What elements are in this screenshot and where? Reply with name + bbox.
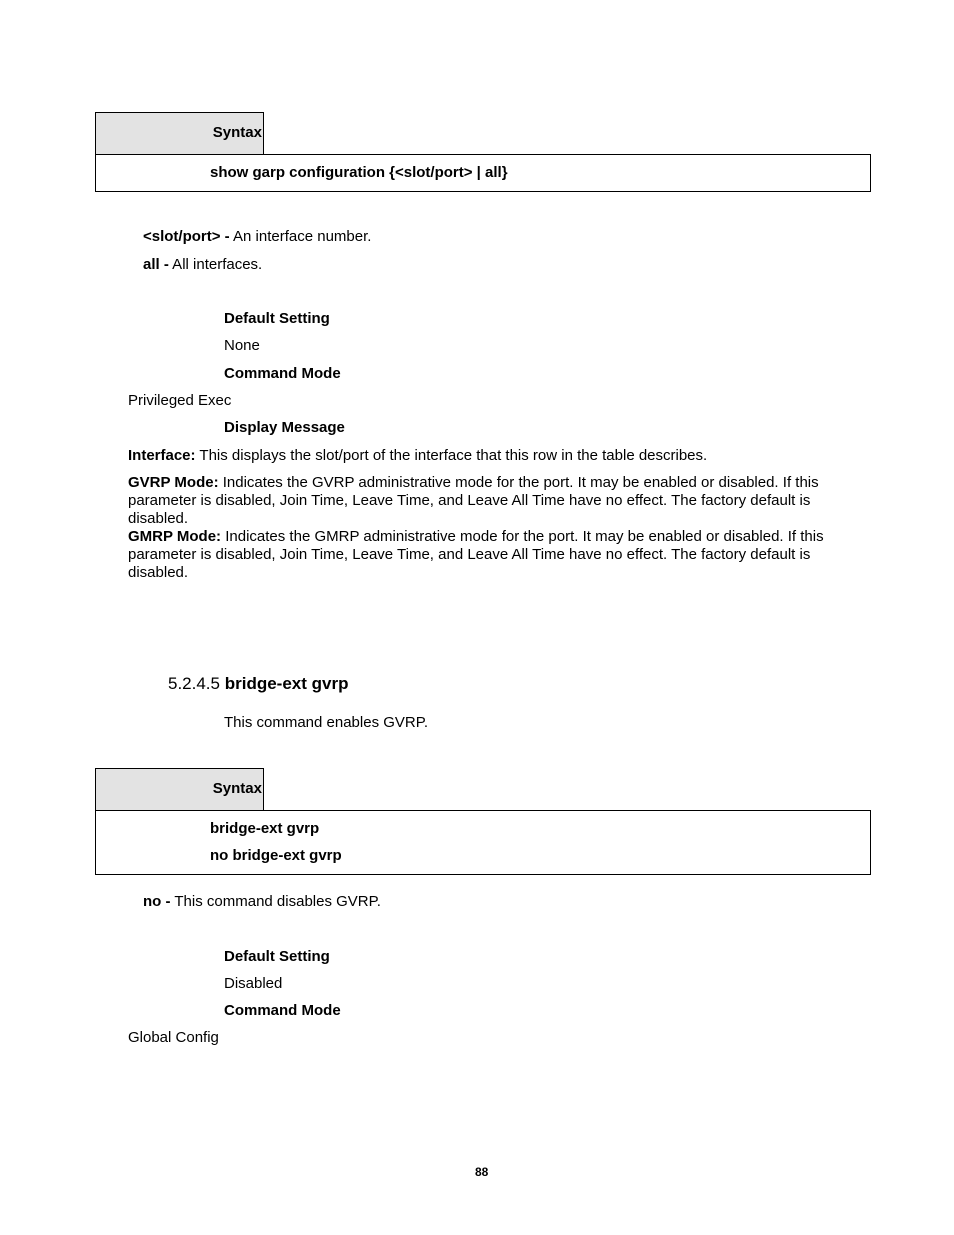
command-mode-heading: Command Mode — [224, 365, 341, 382]
message-gvrp-mode — [128, 474, 858, 528]
section-heading — [168, 674, 348, 694]
section-title: bridge-ext gvrp — [224, 674, 349, 693]
message-desc: This displays the slot/port of the interface that this row in the table describes. — [195, 447, 708, 464]
message-term: GVRP Mode: — [128, 474, 219, 491]
default-setting-value: None — [224, 337, 260, 354]
syntax-header-1 — [95, 112, 264, 154]
param-all — [143, 256, 262, 273]
syntax-line: show garp configuration {<slot/port> | all} — [210, 164, 508, 181]
section-description: This command enables GVRP. — [224, 714, 428, 731]
command-mode-heading: Command Mode — [224, 1002, 341, 1019]
syntax-line: no bridge-ext gvrp — [210, 847, 342, 864]
message-term: Interface: — [128, 447, 196, 464]
default-setting-heading: Default Setting — [224, 310, 330, 327]
default-setting-heading: Default Setting — [224, 948, 330, 965]
page-number: 88 — [475, 1165, 489, 1179]
param-term: all - — [143, 256, 169, 273]
message-interface — [128, 447, 858, 465]
param-no — [143, 893, 381, 910]
section-number: 5.2.4.5 — [168, 674, 225, 693]
display-message-heading: Display Message — [224, 419, 345, 436]
message-desc: Indicates the GMRP administrative mode for the port. It may be enabled or disabled. If this parameter is disabled, Join Time, Leave Time, and Leave All Time have no effect. The factory default is disabled. — [128, 528, 824, 581]
syntax-header-2 — [95, 768, 264, 810]
param-slot-port — [143, 228, 371, 245]
message-term: GMRP Mode: — [128, 528, 222, 545]
syntax-box-1 — [95, 154, 871, 192]
param-term: no - — [143, 893, 171, 910]
syntax-box-2 — [95, 810, 871, 875]
command-mode-value: Global Config — [128, 1029, 219, 1046]
param-desc: This command disables GVRP. — [170, 893, 381, 910]
syntax-line: bridge-ext gvrp — [210, 820, 320, 837]
default-setting-value: Disabled — [224, 975, 283, 992]
message-desc: Indicates the GVRP administrative mode for the port. It may be enabled or disabled. If this parameter is disabled, Join Time, Leave Time, and Leave All Time have no effect. The factory default is disabled. — [128, 474, 819, 527]
message-gmrp-mode — [128, 528, 858, 582]
syntax-header-label: Syntax — [212, 124, 262, 141]
command-mode-value: Privileged Exec — [128, 392, 232, 409]
param-desc: An interface number. — [229, 228, 372, 245]
param-term: <slot/port> - — [143, 228, 230, 245]
param-desc: All interfaces. — [168, 256, 263, 273]
syntax-header-label: Syntax — [212, 780, 262, 797]
